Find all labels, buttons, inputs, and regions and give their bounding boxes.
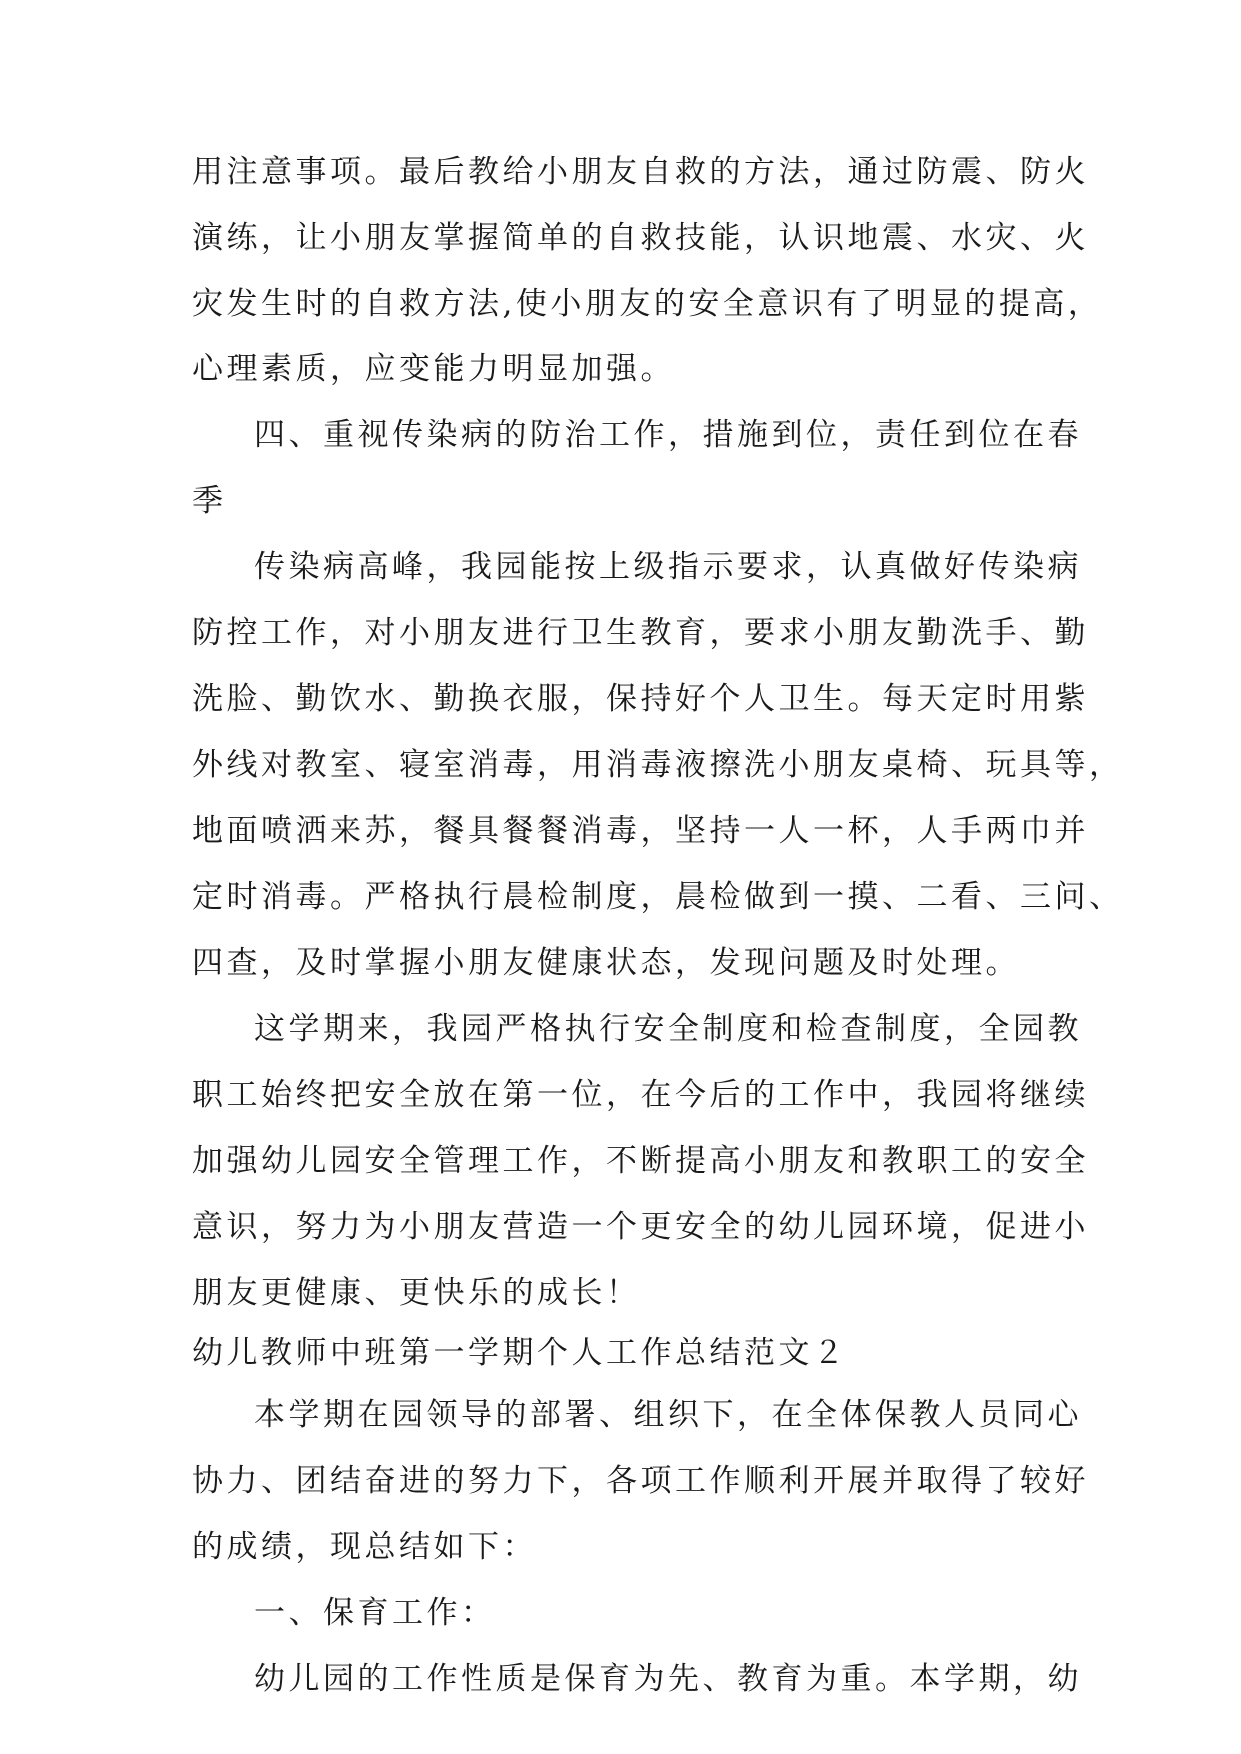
text-line: 地面喷洒来苏，餐具餐餐消毒，坚持一人一杯，人手两巾并 bbox=[192, 813, 1089, 849]
text-line: 意识，努力为小朋友营造一个更安全的幼儿园环境，促进小 bbox=[192, 1209, 1089, 1245]
paragraph-start: 幼儿园的工作性质是保育为先、教育为重。本学期，幼 bbox=[254, 1661, 1082, 1697]
text-line: 季 bbox=[192, 483, 227, 519]
text-line: 外线对教室、寝室消毒，用消毒液擦洗小朋友桌椅、玩具等， bbox=[192, 747, 1124, 783]
paragraph-start: 本学期在园领导的部署、组织下，在全体保教人员同心 bbox=[254, 1397, 1082, 1433]
text-line: 用注意事项。最后教给小朋友自救的方法，通过防震、防火 bbox=[192, 154, 1089, 190]
section-heading: 四、重视传染病的防治工作，措施到位，责任到位在春 bbox=[254, 417, 1082, 453]
article-title: 幼儿教师中班第一学期个人工作总结范文２ bbox=[192, 1335, 848, 1371]
text-line: 加强幼儿园安全管理工作，不断提高小朋友和教职工的安全 bbox=[192, 1143, 1089, 1179]
paragraph-start: 传染病高峰，我园能按上级指示要求，认真做好传染病 bbox=[254, 549, 1082, 585]
text-line: 灾发生时的自救方法,使小朋友的安全意识有了明显的提高， bbox=[192, 286, 1103, 322]
text-line: 四查，及时掌握小朋友健康状态，发现问题及时处理。 bbox=[192, 945, 1020, 981]
text-line: 演练，让小朋友掌握简单的自救技能，认识地震、水灾、火 bbox=[192, 220, 1089, 256]
section-heading: 一、保育工作： bbox=[254, 1595, 496, 1631]
text-line: 洗脸、勤饮水、勤换衣服，保持好个人卫生。每天定时用紫 bbox=[192, 681, 1089, 717]
text-line: 职工始终把安全放在第一位，在今后的工作中，我园将继续 bbox=[192, 1077, 1089, 1113]
text-line: 朋友更健康、更快乐的成长！ bbox=[192, 1275, 641, 1311]
text-line: 的成绩，现总结如下： bbox=[192, 1529, 537, 1565]
paragraph-start: 这学期来，我园严格执行安全制度和检查制度，全园教 bbox=[254, 1011, 1082, 1047]
text-line: 心理素质，应变能力明显加强。 bbox=[192, 351, 675, 387]
text-line: 定时消毒。严格执行晨检制度，晨检做到一摸、二看、三问、 bbox=[192, 879, 1124, 915]
text-line: 协力、团结奋进的努力下，各项工作顺利开展并取得了较好 bbox=[192, 1463, 1089, 1499]
text-line: 防控工作，对小朋友进行卫生教育，要求小朋友勤洗手、勤 bbox=[192, 615, 1089, 651]
